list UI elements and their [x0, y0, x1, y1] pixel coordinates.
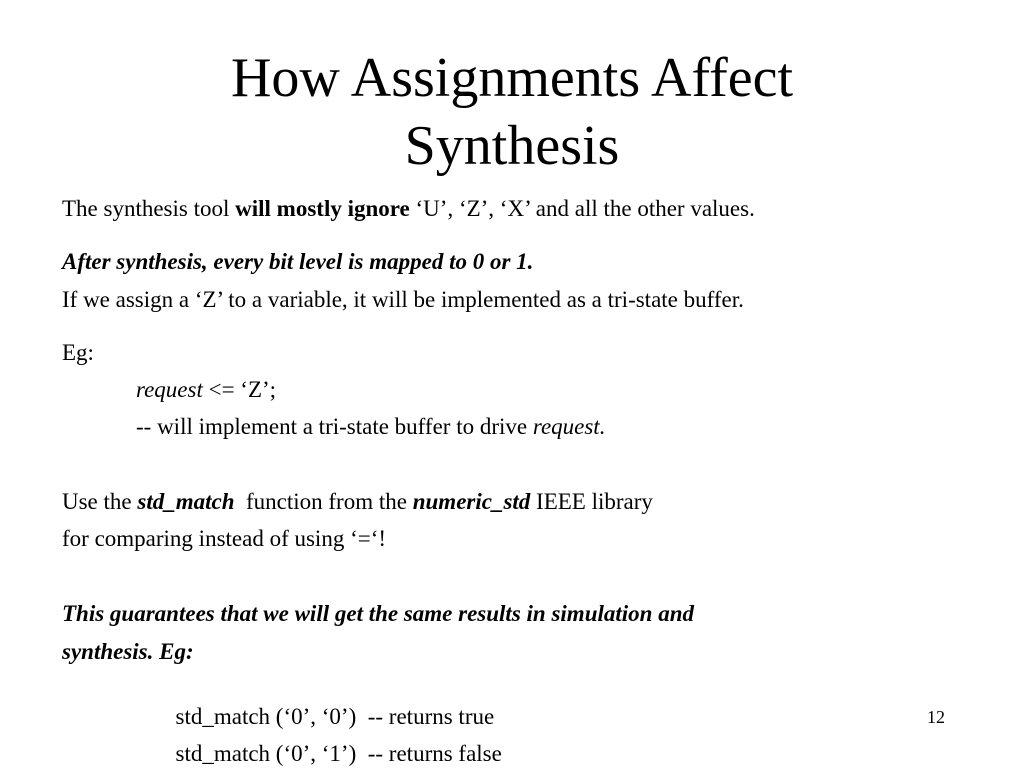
- title-line-2: Synthesis: [404, 115, 620, 177]
- bold-italic-run-std-match: std_match: [137, 489, 235, 514]
- bold-italic-run-numeric-std: numeric_std: [412, 489, 531, 514]
- text-run: Use the: [62, 489, 138, 514]
- text-run: <= ‘Z’;: [202, 377, 277, 402]
- body-line-use-std-match: [62, 488, 653, 516]
- body-line-for-comparing: [62, 525, 386, 553]
- body-line-eg: [62, 339, 94, 367]
- text-run: Eg:: [62, 340, 94, 365]
- text-run: ‘U’, ‘Z’, ‘X’ and all the other values.: [409, 196, 755, 221]
- body-line-after-synthesis: [62, 248, 533, 276]
- body-line-ignore-values: [62, 195, 755, 223]
- slide-title: [0, 44, 1024, 180]
- text-run: function from the: [234, 489, 413, 514]
- text-run: If we assign a ‘Z’ to a variable, it will be implemented as a tri-state buffer.: [62, 287, 744, 312]
- text-run: -- will implement a tri-state buffer to drive: [136, 414, 533, 439]
- bold-italic-run: synthesis. Eg:: [62, 639, 194, 664]
- text-run: The synthesis tool: [62, 196, 236, 221]
- body-line-synthesis-eg: [62, 638, 194, 666]
- text-run: std_match (‘0’, ‘0’) -- returns true: [175, 704, 495, 729]
- body-line-guarantees: [62, 600, 694, 628]
- text-run: IEEE library: [530, 489, 653, 514]
- bold-run-will-mostly-ignore: will mostly ignore: [235, 196, 410, 221]
- page-number: 12: [927, 707, 945, 727]
- bold-italic-run: This guarantees that we will get the same results in simulation and: [62, 601, 694, 626]
- code-line-std-match-false: [164, 712, 502, 768]
- code-line-comment-tristate: [136, 413, 605, 441]
- title-line-1: How Assignments Affect: [230, 47, 794, 109]
- italic-run-request: request.: [532, 414, 606, 439]
- italic-run-request: request: [136, 377, 203, 402]
- code-line-request-assign: [136, 376, 276, 404]
- text-run: std_match (‘0’, ‘1’) -- returns false: [175, 741, 502, 766]
- bold-italic-run: After synthesis, every bit level is mapped to 0 or 1.: [62, 249, 534, 274]
- body-line-assign-z: [62, 286, 744, 314]
- text-run: for comparing instead of using ‘=‘!: [62, 526, 387, 551]
